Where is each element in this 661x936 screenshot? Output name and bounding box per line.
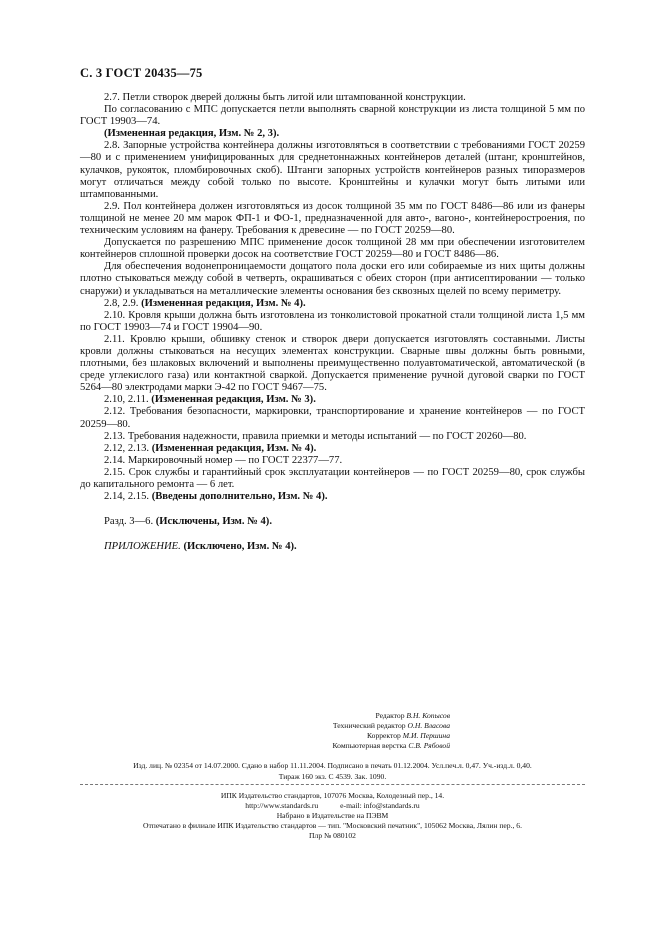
publication-info [80,761,585,782]
clause-numbers: 2.14, 2.15. [104,491,150,503]
amendment-text: (Исключено, Изм. № 4). [183,541,297,553]
credit-row [200,711,450,721]
amendment-note: (Измененная редакция, Изм. № 2, 3). [104,128,280,140]
amendment-text: (Измененная редакция, Изм. № 3). [151,394,316,406]
amendment-note-2-12-2-13 [80,443,585,455]
credit-row [200,731,450,741]
page-header: С. 3 ГОСТ 20435—75 [80,66,203,80]
credit-role: Корректор [366,731,401,740]
paragraph-boards-28mm: Допускается по разрешению МПС применение досок толщиной 28 мм при обеспечении изготовителем контейнеров сплошной проверки досок на соответствие ГОСТ 20259—80 и ГОСТ 8486—86. [80,237,585,261]
paragraph-2-7: 2.7. Петли створок дверей должны быть литой или штампованной конструкции. [104,92,466,103]
amendment-note-2-14-2-15 [80,491,585,503]
section-range: Разд. 3—6. [104,516,154,528]
amendment-text: (Введены дополнительно, Изм. № 4). [151,491,328,503]
typeset-note: Набрано в Издательстве на ПЭВМ [276,811,389,820]
clause-numbers: 2.8, 2.9. [104,297,139,309]
paragraph-2-14: 2.14. Маркировочный номер — по ГОСТ 22377—77. [104,454,343,466]
editorial-credits [200,711,450,751]
credit-row [200,741,450,751]
publisher-address: ИПК Издательство стандартов, 107076 Москва, Колодезный пер., 14. [220,791,445,800]
credit-name: В.Н. Копысов [406,711,450,720]
appendix-excluded-note [80,541,585,553]
paragraph-2-11: 2.11. Кровлю крыши, обшивку стенок и створок двери допускается изготовлять составными. Листы кровли должны стыковаться на несущих элементах конструкции. Сварные швы должны быть ровными, плотными, без шлаковых включений и выполнены преимущественно полуавтоматической, автоматической (в среде углекислого газа) или контактной сваркой. Допускается применение ручной дуговой сварки по ГОСТ 5264—80 электродами марки Э-42 по ГОСТ 9467—75. [80,333,585,394]
appendix-label: ПРИЛОЖЕНИЕ. [104,541,181,553]
clause-numbers: 2.10, 2.11. [104,394,149,406]
publisher-footer [80,791,585,841]
amendment-text: (Измененная редакция, Изм. № 4). [141,297,306,309]
document-body [80,92,585,553]
footer-divider [80,784,585,785]
sections-excluded-note [80,516,585,528]
paragraph-2-8: 2.8. Запорные устройства контейнера должны изготовляться в соответствии с требованиями ГОСТ 20259—80 и с применением унифицированных для среднетоннажных контейнеров деталей (штанг, кронштейнов, кулачков, рукояток, пломбировочных скоб). Штанги запорных устройств контейнеров разных типоразмеров могут отличаться между собой только по высоте. Кронштейны и кулачки могут быть литыми или штампованными. [80,140,585,200]
printing-note: Отпечатано в филиале ИПК Издательство стандартов — тип. "Московский печатник", 105062 Москва, Лялин пер., 6. [143,821,522,830]
credit-role: Компьютерная верстка [332,741,407,750]
paragraph-waterproofing: Для обеспечения водонепроницаемости дощатого пола доски его или собираемые из них щиты должны плотно стыковаться между собой в четверть, окрашиваться с обеих сторон (при антисептировании — только снаружи) и укладываться на металлические элементы основания без сквозных щелей по всему периметру. [80,261,585,297]
clause-numbers: 2.12, 2.13. [104,442,150,454]
amendment-text: (Измененная редакция, Изм. № 4). [151,442,317,454]
paragraph-2-15: 2.15. Срок службы и гарантийный срок эксплуатации контейнеров — по ГОСТ 20259—80, срок службы до капитального ремонта — 6 лет. [80,466,585,490]
amendment-note-2-10-2-11 [80,394,585,406]
publisher-contacts [80,801,585,811]
credit-name: М.И. Першина [402,731,450,740]
credit-role: Редактор [375,711,405,720]
amendment-note-2-8-2-9 [80,298,585,310]
amendment-text: (Исключены, Изм. № 4). [155,516,272,528]
print-run-line: Тираж 160 экз. С 4539. Зак. 1090. [278,771,387,781]
paragraph-2-10: 2.10. Кровля крыши должна быть изготовлена из тонколистовой прокатной стали толщиной листа 1,5 мм по ГОСТ 19903—74 и ГОСТ 19904—90. [80,309,585,333]
paragraph-hinges-welded: По согласованию с МПС допускается петли выполнять сварной конструкции из листа толщиной 5 мм по ГОСТ 19903—74. [80,104,585,128]
paragraph-2-13: 2.13. Требования надежности, правила приемки и методы испытаний — по ГОСТ 20260—80. [104,430,527,442]
license-number: Плр № 080102 [309,831,356,840]
credit-name: С.В. Рябовой [408,741,450,750]
credit-role: Технический редактор [332,721,406,730]
paragraph-2-9: 2.9. Пол контейнера должен изготовляться из досок толщиной 35 мм по ГОСТ 8486—86 или из фанеры толщиной не менее 20 мм марок ФП-1 и ФО-1, предназначенной для авто-, вагоно-, контейнеростроения, по техническим условиям на фанеру. Требования к древесине — по ГОСТ 20259—80. [80,200,585,237]
paragraph-2-12: 2.12. Требования безопасности, маркировки, транспортирование и хранение контейнеров — по ГОСТ 20259—80. [80,406,585,430]
credit-name: О.Н. Власова [407,721,450,730]
publication-line: Изд. лиц. № 02354 от 14.07.2000. Сдано в набор 11.11.2004. Подписано в печать 01.12.2004. Усл.печ.л. 0,47. Уч.-изд.л. 0,40. [133,761,532,770]
publisher-url: http://www.standards.ru [245,801,319,810]
credit-row [200,721,450,731]
publisher-email: e-mail: info@standards.ru [340,801,420,810]
